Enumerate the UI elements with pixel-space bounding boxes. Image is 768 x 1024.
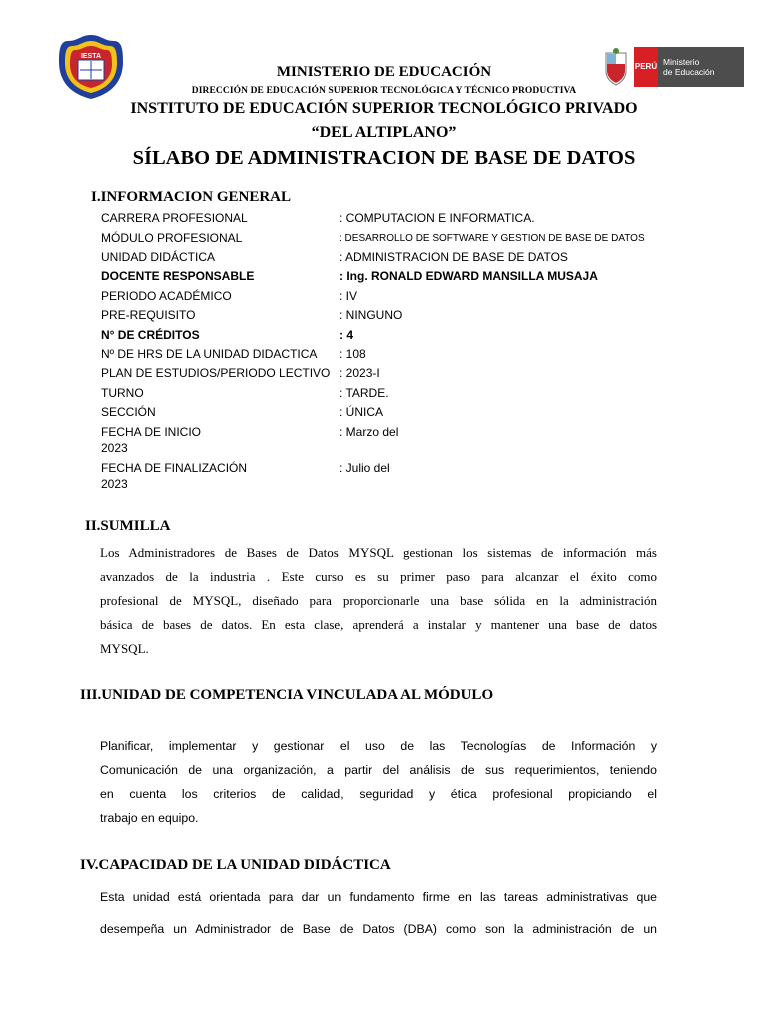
info-value: : IV bbox=[339, 289, 358, 303]
info-value: : TARDE. bbox=[339, 386, 389, 400]
paragraph-line: Planificar, implementar y gestionar el uso de las Tecnologías de Información y bbox=[100, 739, 657, 753]
info-value: : COMPUTACION E INFORMATICA. bbox=[339, 211, 535, 225]
paragraph-line: básica de bases de datos. En esta clase, aprenderá a instalar y mantener una base de datos bbox=[100, 617, 657, 632]
direccion-heading: DIRECCIÓN DE EDUCACIÓN SUPERIOR TECNOLÓGICA Y TÉCNICO PRODUCTIVA bbox=[191, 86, 577, 96]
paragraph-line: Los Administradores de Bases de Datos MYSQL gestionan los sistemas de información más bbox=[100, 545, 657, 560]
info-value: : ADMINISTRACION DE BASE DE DATOS bbox=[339, 250, 568, 264]
info-label: Nº DE HRS DE LA UNIDAD DIDACTICA bbox=[101, 347, 318, 361]
paragraph-line: MYSQL. bbox=[100, 641, 149, 656]
sumilla-paragraph bbox=[100, 541, 657, 661]
paragraph-line: Esta unidad está orientada para dar un fundamento firme en las tareas administrativas que bbox=[100, 890, 657, 904]
section-3-title: III.UNIDAD DE COMPETENCIA VINCULADA AL MÓDULO bbox=[80, 687, 494, 703]
info-label: FECHA DE FINALIZACIÓN bbox=[101, 461, 248, 475]
info-label: MÓDULO PROFESIONAL bbox=[101, 231, 243, 245]
section-4-title: IV.CAPACIDAD DE LA UNIDAD DIDÁCTICA bbox=[80, 857, 391, 873]
info-label: DOCENTE RESPONSABLE bbox=[101, 269, 255, 283]
section-2-title: II.SUMILLA bbox=[85, 518, 171, 534]
instituto-heading: INSTITUTO DE EDUCACIÓN SUPERIOR TECNOLÓGICO PRIVADO bbox=[130, 100, 638, 117]
paragraph-line: en cuenta los criterios de calidad, seguridad y ética profesional propiciando el bbox=[100, 787, 657, 801]
peru-label: PERÚ bbox=[634, 47, 658, 87]
info-label: PERIODO ACADÉMICO bbox=[101, 289, 232, 303]
info-row-fecha-fin bbox=[101, 460, 721, 494]
paragraph-line: desempeña un Administrador de Base de Datos (DBA) como son la administración de un bbox=[100, 922, 657, 936]
document-title: SÍLABO DE ADMINISTRACION DE BASE DE DATOS bbox=[132, 147, 636, 169]
section-1-title: I.INFORMACION GENERAL bbox=[91, 189, 292, 205]
info-value: : NINGUNO bbox=[339, 308, 403, 322]
info-year: 2023 bbox=[101, 441, 128, 455]
info-value: : Marzo del bbox=[339, 425, 399, 439]
info-year: 2023 bbox=[101, 477, 128, 491]
info-label: CARRERA PROFESIONAL bbox=[101, 211, 248, 225]
info-label: UNIDAD DIDÁCTICA bbox=[101, 250, 216, 264]
info-label: PRE-REQUISITO bbox=[101, 308, 196, 322]
info-label: FECHA DE INICIO bbox=[101, 425, 202, 439]
paragraph-line: Comunicación de una organización, a partir del análisis de sus requerimientos, teniendo bbox=[100, 763, 657, 777]
info-value: : Julio del bbox=[339, 461, 390, 475]
info-value: : Ing. RONALD EDWARD MANSILLA MUSAJA bbox=[339, 269, 598, 283]
info-label: SECCIÓN bbox=[101, 405, 156, 419]
info-value: : ÚNICA bbox=[339, 405, 384, 419]
paragraph-line: trabajo en equipo. bbox=[100, 811, 199, 825]
ministerio-heading: MINISTERIO DE EDUCACIÓN bbox=[276, 64, 492, 80]
info-label: TURNO bbox=[101, 386, 144, 400]
capacidad-paragraph bbox=[100, 881, 657, 945]
info-value: : 108 bbox=[339, 347, 366, 361]
info-value: : 4 bbox=[339, 328, 354, 342]
paragraph-line: profesional de MYSQL, diseñado para proporcionarle una base sólida en la administración bbox=[100, 593, 657, 608]
info-value: : DESARROLLO DE SOFTWARE Y GESTION DE BASE DE DATOS bbox=[339, 233, 645, 244]
info-label: PLAN DE ESTUDIOS/PERIODO LECTIVO bbox=[101, 366, 331, 380]
competencia-paragraph bbox=[100, 734, 657, 830]
instituto-name: “DEL ALTIPLANO” bbox=[311, 124, 457, 141]
info-row-fecha-inicio bbox=[101, 424, 721, 458]
info-label: N° DE CRÉDITOS bbox=[101, 328, 200, 342]
info-value: : 2023-I bbox=[339, 366, 380, 380]
ministerio-line2: de Educación bbox=[663, 67, 715, 77]
paragraph-line: avanzados de la industria . Este curso es su primer paso para alcanzar el éxito como bbox=[100, 569, 657, 584]
crest-lettering: IESTA bbox=[80, 53, 102, 60]
ministerio-line1: Ministerio bbox=[663, 57, 700, 67]
